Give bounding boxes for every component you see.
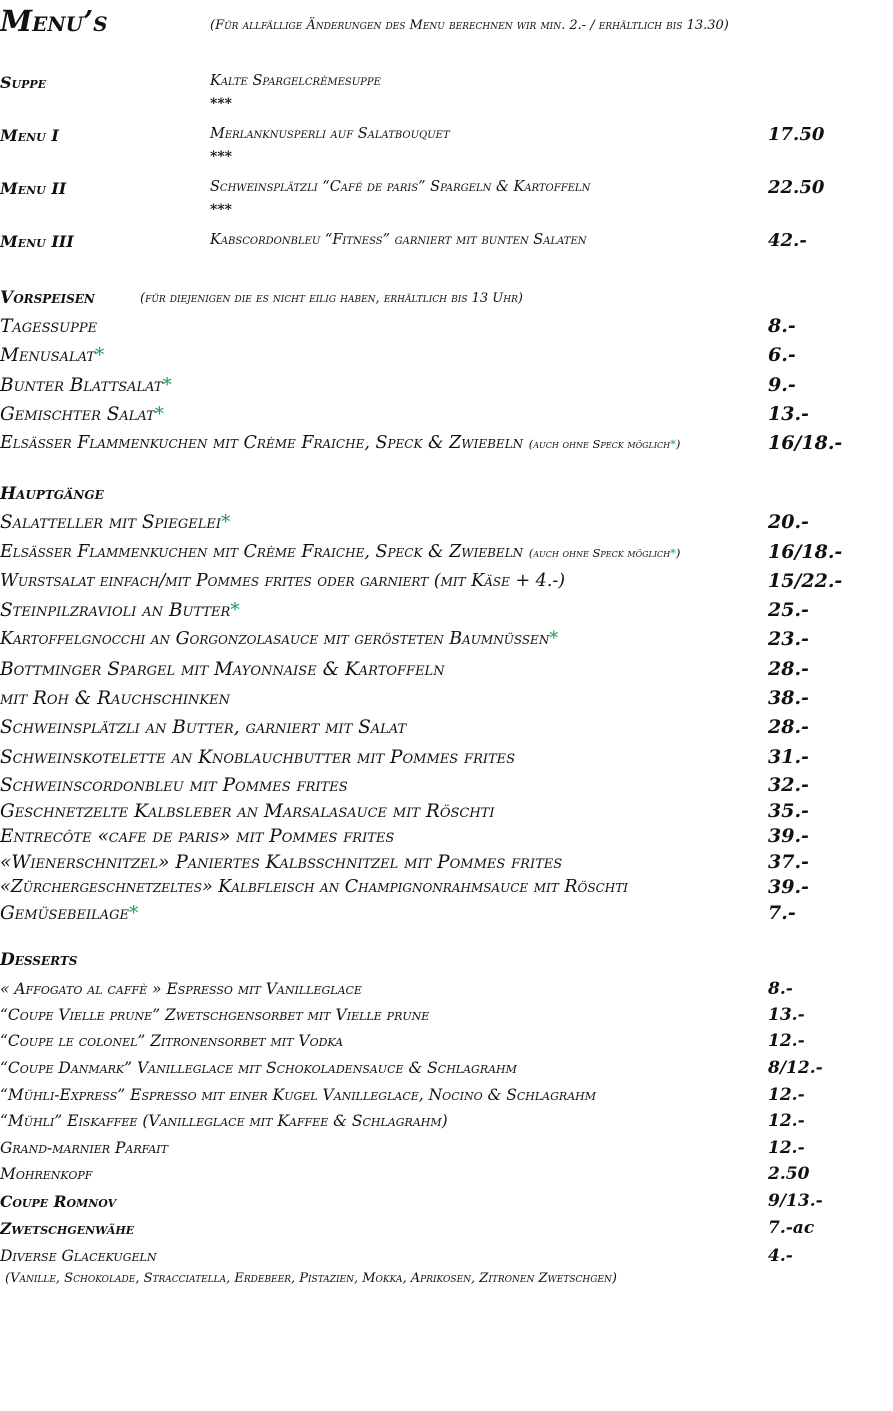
menu-item: Bottminger Spargel mit Mayonnaise & Kartoffeln [0,659,445,680]
menu-item-price: 15/22.- [768,570,843,592]
menu-separator: *** [210,149,232,165]
menu-note: (Für allfällige Änderungen des Menu berechnen wir min. 2.- / erhältlich bis 13.30) [210,18,729,33]
menu-item-price: 25.- [768,599,809,621]
vegetarian-star: * [549,629,559,649]
menu-item: Kartoffelgnocchi an Gorgonzolasauce mit gerösteten Baumnüssen* [0,629,559,649]
page-title: Menu’s [0,4,108,38]
menu-dish: Merlanknusperli auf Salatbouquet [210,126,450,142]
menu-item-price: 35.- [768,800,809,822]
glace-flavours-note: (Vanille, Schokolade, Stracciatella, Erdebeer, Pistazien, Mokka, Aprikosen, Zitronen Zwetschgen) [5,1271,617,1286]
menu-item: Wurstsalat einfach/mit Pommes frites oder garniert (mit Käse + 4.-) [0,571,566,591]
section-title-vorspeisen: Vorspeisen [0,288,95,308]
menu-item: «Zürchergeschnetzeltes» Kalbfleisch an Champignonrahmsauce mit Röschti [0,877,628,897]
menu-item-price: 39.- [768,876,809,898]
menu-item: Menusalat* [0,345,105,366]
menu-item: Zwetschgenwähe [0,1219,135,1238]
menu-item: « Affogato al caffè » Espresso mit Vanilleglace [0,980,362,998]
menu-item: Gemüsebeilage* [0,903,139,924]
vegetarian-star: * [95,345,105,366]
vegetarian-star: * [221,512,231,533]
menu-item-price: 16/18.- [768,541,843,563]
menu-item-price: 4.- [768,1246,793,1266]
menu-dish: Kabscordonbleu “Fitness” garniert mit bunten Salaten [210,232,587,248]
menu-label: Menu III [0,232,74,251]
menu-price: 22.50 [768,177,825,198]
menu-item-price: 9.- [768,374,796,396]
menu-item-price: 7.- [768,902,796,924]
vegetarian-star: * [230,600,240,621]
menu-item: «Wienerschnitzel» Paniertes Kalbsschnitzel mit Pommes frites [0,852,563,873]
menu-item-price: 8/12.- [768,1058,823,1078]
menu-item: Diverse Glacekugeln [0,1247,157,1265]
menu-item-price: 12.- [768,1085,805,1105]
menu-item-price: 13.- [768,403,809,425]
menu-item-price: 9/13.- [768,1191,823,1211]
menu-item-price: 37.- [768,851,809,873]
menu-item: Elsässer Flammenkuchen mit Crème Fraiche, Speck & Zwiebeln (auch ohne Speck möglich*) [0,433,681,453]
menu-item-price: 6.- [768,344,796,366]
vegetarian-star: * [154,404,165,425]
menu-item-price: 7.-ac [768,1218,815,1238]
menu-price: 42.- [768,230,807,251]
vegetarian-star: * [670,437,676,451]
section-title-hauptgaenge: Hauptgänge [0,484,104,504]
menu-item-price: 12.- [768,1138,805,1158]
menu-label: Menu II [0,179,67,198]
menu-item: Schweinskotelette an Knoblauchbutter mit Pommes frites [0,747,516,768]
menu-item: “Mühli” Eiskaffee (Vanilleglace mit Kaffee & Schlagrahm) [0,1112,448,1130]
menu-item: Schweinsplätzli an Butter, garniert mit Salat [0,717,407,738]
menu-item: Entrecôte «cafe de paris» mit Pommes frites [0,826,395,847]
menu-separator: *** [210,202,232,218]
section-note: (für diejenigen die es nicht eilig haben, erhältlich bis 13 Uhr) [140,291,523,306]
menu-dish: Kalte Spargelcrèmesuppe [210,73,381,89]
menu-item-price: 8.- [768,315,796,337]
menu-item-price: 8.- [768,979,793,999]
menu-item: Steinpilzravioli an Butter* [0,600,240,621]
menu-item: Geschnetzelte Kalbsleber an Marsalasauce mit Röschti [0,801,495,822]
menu-item-price: 23.- [768,628,809,650]
menu-item-price: 31.- [768,746,809,768]
menu-item-price: 39.- [768,825,809,847]
menu-item-price: 12.- [768,1031,805,1051]
menu-item-price: 12.- [768,1111,805,1131]
menu-item-price: 16/18.- [768,432,843,454]
menu-item: “Mühli-Express” Espresso mit einer Kugel Vanilleglace, Nocino & Schlagrahm [0,1086,596,1104]
menu-item: Gemischter Salat* [0,404,165,425]
menu-item-price: 2.50 [768,1164,810,1184]
menu-item: Schweinscordonbleu mit Pommes frites [0,775,348,796]
menu-item-price: 28.- [768,658,809,680]
vegetarian-star: * [670,546,676,560]
menu-item-price: 38.- [768,687,809,709]
menu-dish: Schweinsplätzli “Café de paris” Spargeln & Kartoffeln [210,179,591,195]
menu-item: mit Roh & Rauchschinken [0,688,230,709]
menu-item-price: 32.- [768,774,809,796]
menu-item: “Coupe le colonel” Zitronensorbet mit Vodka [0,1032,344,1050]
vegetarian-star: * [162,375,172,396]
section-title-desserts: Desserts [0,950,78,970]
menu-label: Menu I [0,126,59,145]
vegetarian-star: * [129,903,139,924]
menu-item: Grand-marnier Parfait [0,1139,168,1157]
menu-item: “Coupe Danmark” Vanilleglace mit Schokoladensauce & Schlagrahm [0,1059,517,1077]
menu-label: Suppe [0,73,47,92]
menu-item-price: 28.- [768,716,809,738]
menu-separator: *** [210,96,232,112]
menu-price: 17.50 [768,124,825,145]
menu-item: Elsässer Flammenkuchen mit Crème Fraiche, Speck & Zwiebeln (auch ohne Speck möglich*) [0,542,681,562]
menu-item-price: 13.- [768,1005,805,1025]
menu-item-price: 20.- [768,511,809,533]
menu-item: Salatteller mit Spiegelei* [0,512,231,533]
menu-item: Tagessuppe [0,316,98,337]
menu-item: Bunter Blattsalat* [0,375,172,396]
menu-item: Mohrenkopf [0,1165,93,1183]
menu-item: “Coupe Vielle prune” Zwetschgensorbet mit Vielle prune [0,1006,430,1024]
menu-item: Coupe Romnov [0,1192,117,1211]
